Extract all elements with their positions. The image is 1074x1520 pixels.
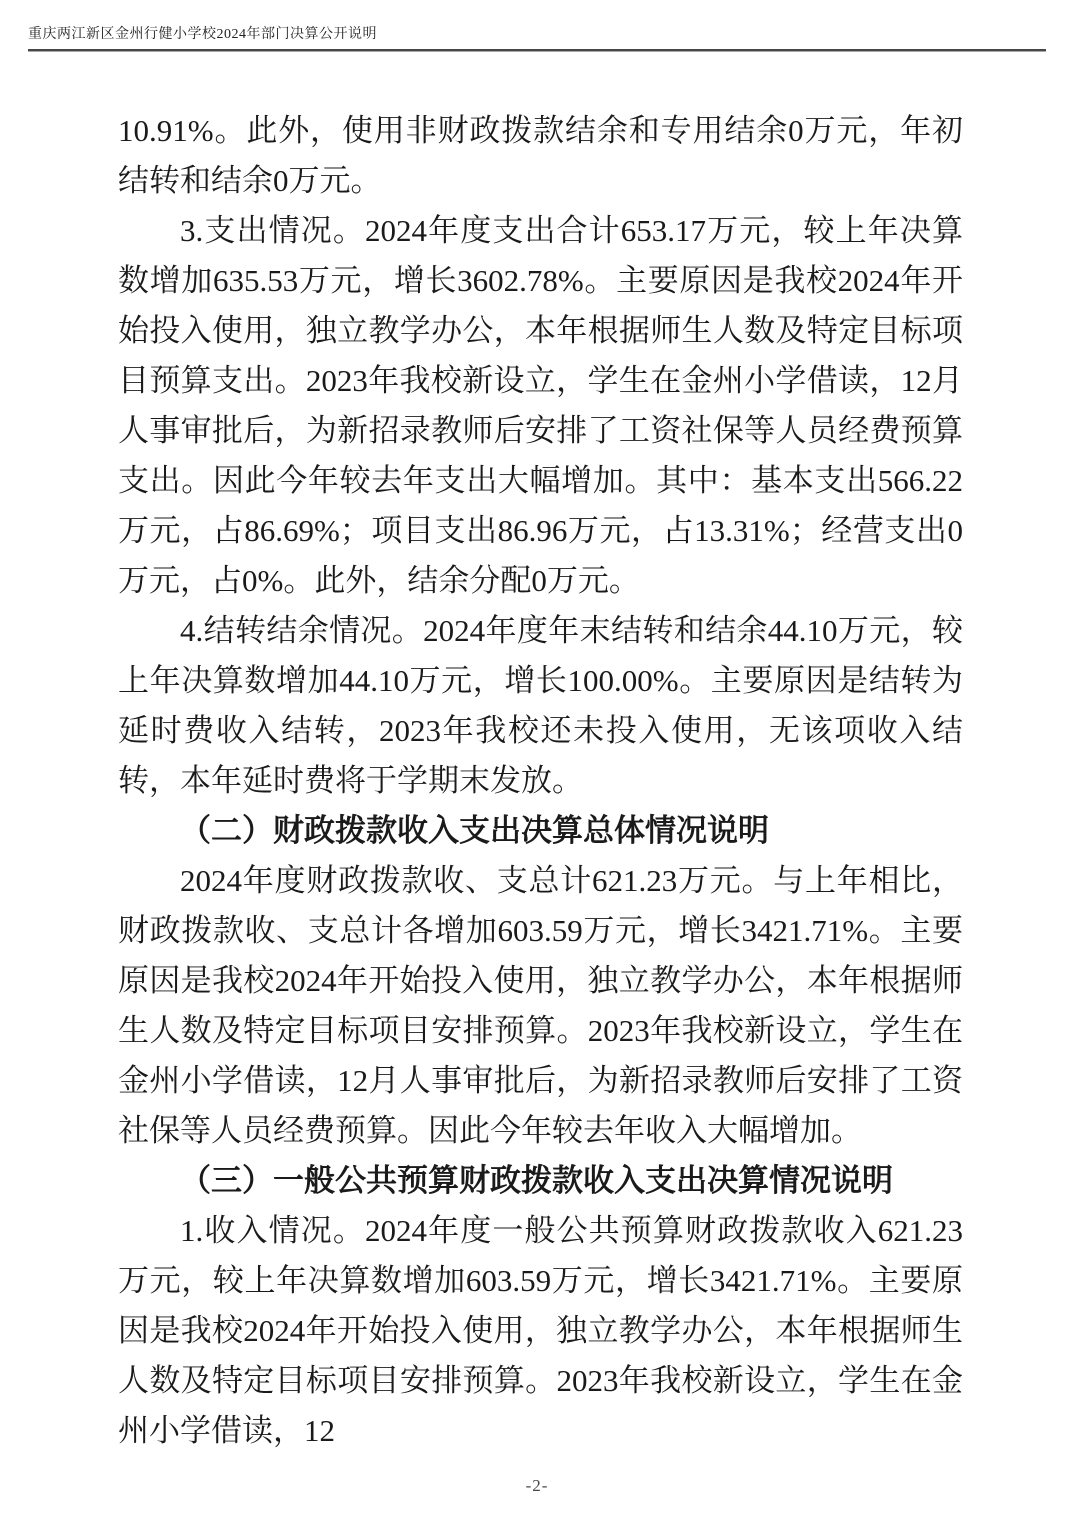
page-number: -2- [525, 1476, 549, 1495]
paragraph-general-budget-income: 1.收入情况。2024年度一般公共预算财政拨款收入621.23万元，较上年决算数增加603.59万元，增长3421.71%。主要原因是我校2024年开始投入使用，独立教学办公，本年根据师生人数及特定目标项目安排预算。2023年我校新设立，学生在金州小学借读，12 [118, 1213, 963, 1448]
section-heading-fiscal-appropriation-overview: （二）财政拨款收入支出决算总体情况说明 [180, 813, 769, 848]
header-rule [28, 49, 1046, 52]
document-header-title: 重庆两江新区金州行健小学校2024年部门决算公开说明 [28, 27, 377, 42]
paragraph-expenditure-situation: 3.支出情况。2024年度支出合计653.17万元，较上年决算数增加635.53万元，增长3602.78%。主要原因是我校2024年开始投入使用，独立教学办公，本年根据师生人数及特定目标项目预算支出。2023年我校新设立，学生在金州小学借读，12月人事审批后，为新招录教师后安排了工资社保等人员经费预算支出。因此今年较去年支出大幅增加。其中：基本支出566.22万元，占86.69%；项目支出86.96万元，占13.31%；经营支出0万元，占0%。此外，结余分配0万元。 [118, 213, 963, 598]
page-footer [0, 1476, 1074, 1496]
section-heading-general-public-budget: （三）一般公共预算财政拨款收入支出决算情况说明 [180, 1163, 893, 1198]
paragraph-carryover-continuation: 10.91%。此外，使用非财政拨款结余和专用结余0万元，年初结转和结余0万元。 [118, 113, 963, 198]
page-header [28, 26, 1046, 52]
document-body [118, 106, 963, 1456]
paragraph-carryover-balance-situation: 4.结转结余情况。2024年度年末结转和结余44.10万元，较上年决算数增加44.10万元，增长100.00%。主要原因是结转为延时费收入结转，2023年我校还未投入使用，无该项收入结转，本年延时费将于学期末发放。 [118, 613, 963, 798]
paragraph-fiscal-appropriation-total: 2024年度财政拨款收、支总计621.23万元。与上年相比，财政拨款收、支总计各增加603.59万元，增长3421.71%。主要原因是我校2024年开始投入使用，独立教学办公，本年根据师生人数及特定目标项目安排预算。2023年我校新设立，学生在金州小学借读，12月人事审批后，为新招录教师后安排了工资社保等人员经费预算。因此今年较去年收入大幅增加。 [118, 863, 963, 1148]
